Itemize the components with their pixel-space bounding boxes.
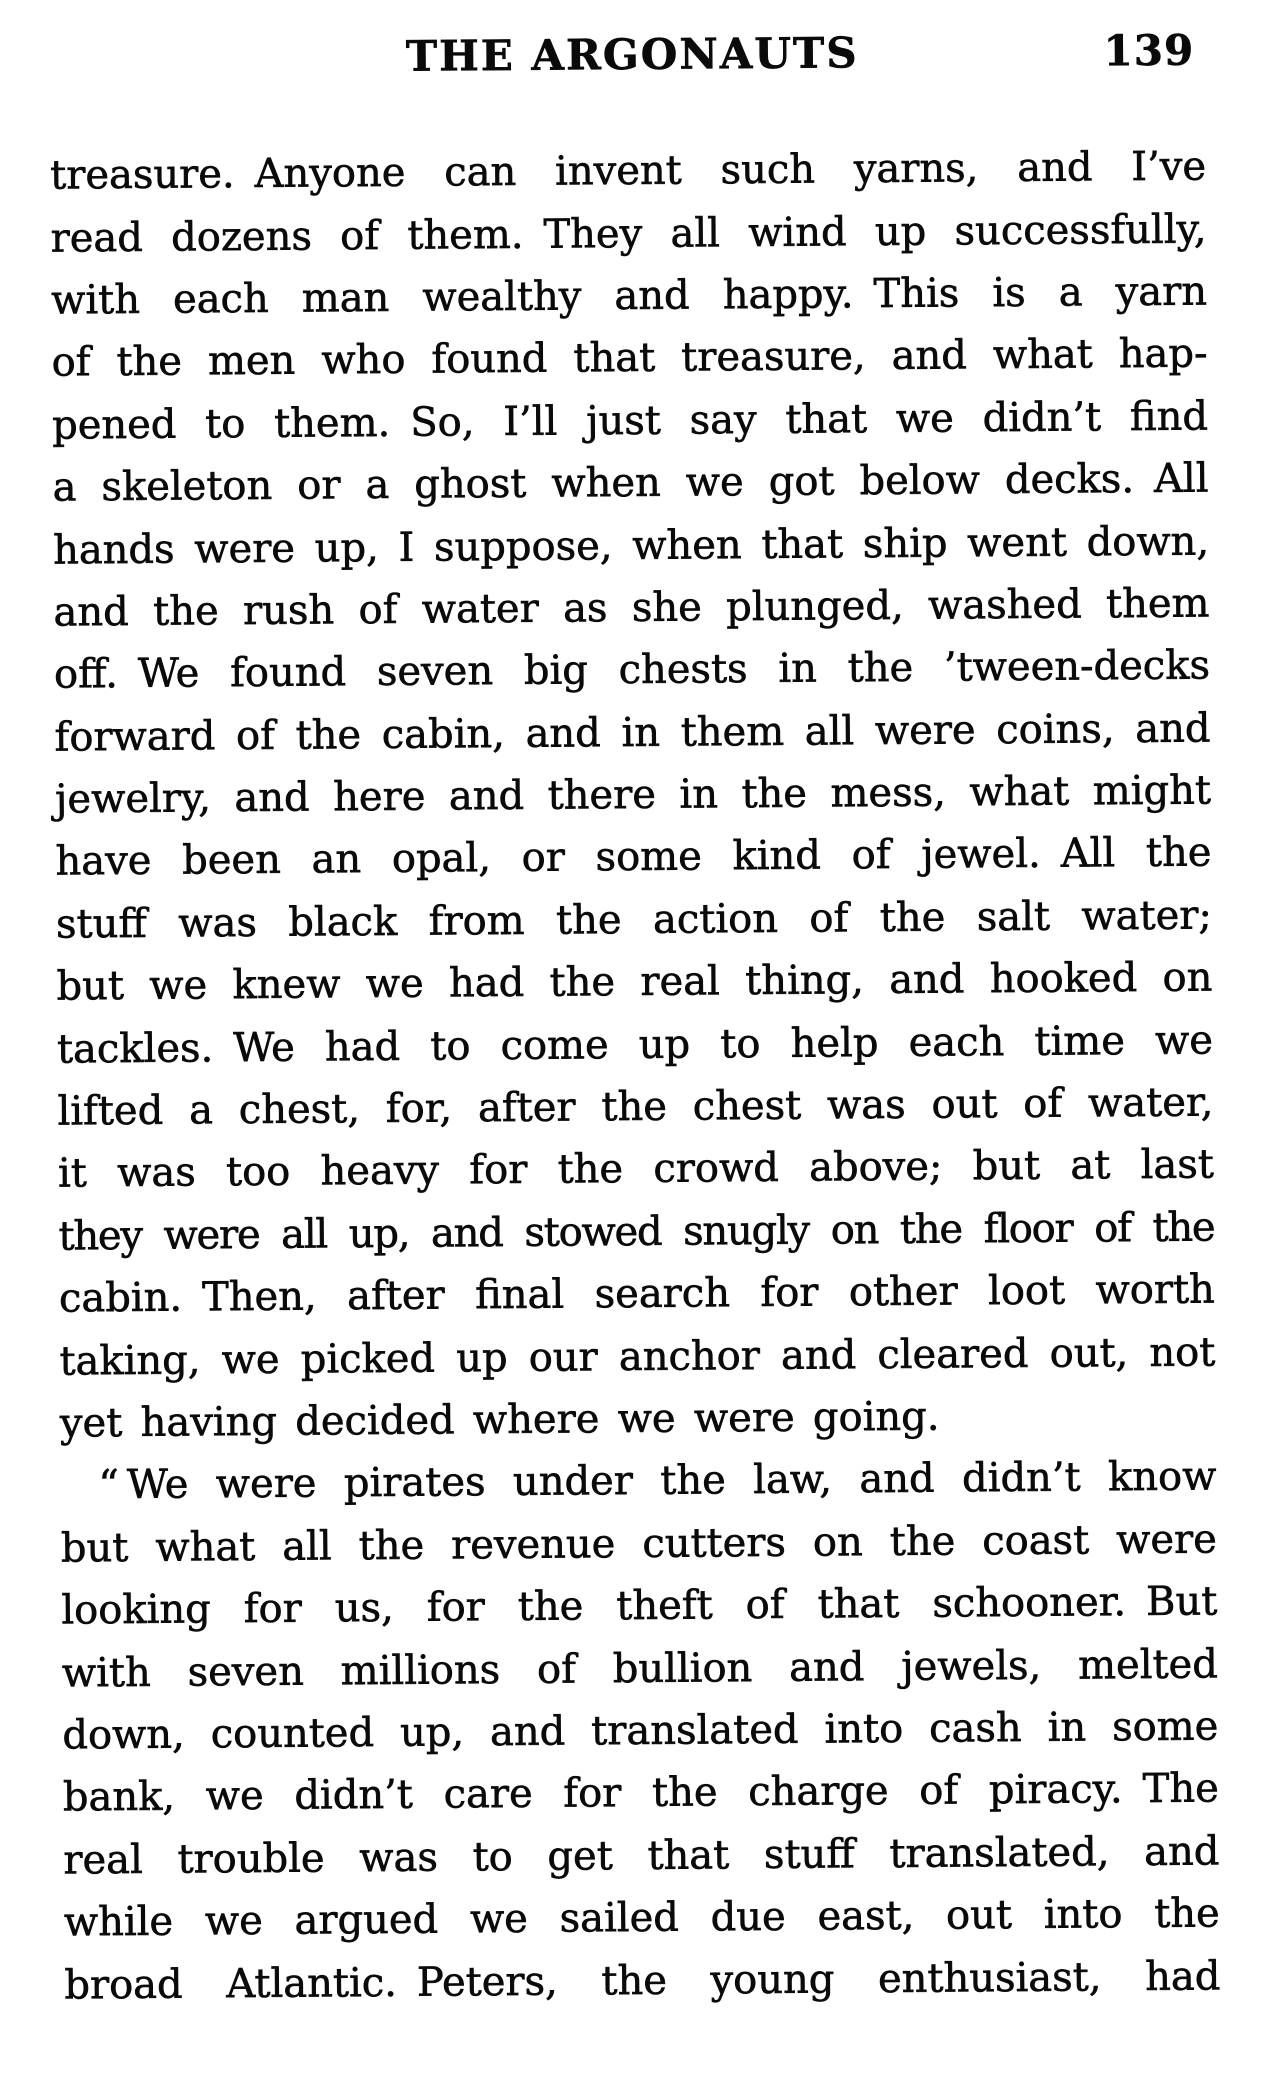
- text-line: a skeleton or a ghost when we got below decks. All: [52, 455, 1209, 511]
- page-lines: [50, 136, 1221, 2017]
- text-line: but what all the revenue cutters on the coast were: [60, 1516, 1218, 1572]
- text-line: down, counted up, and translated into cash in some: [62, 1703, 1219, 1759]
- text-line: lifted a chest, for, after the chest was out of water,: [57, 1079, 1214, 1135]
- text-line: and the rush of water as she plunged, washed them: [53, 580, 1210, 636]
- text-line: it was too heavy for the crowd above; but at last: [57, 1141, 1215, 1198]
- text-line: real trouble was to get that stuff translated, and: [63, 1828, 1220, 1884]
- running-head-title: THE ARGONAUTS: [405, 28, 859, 81]
- text-line: treasure. Anyone can invent such yarns, and I’ve: [49, 143, 1207, 199]
- text-line: pened to them. So, I’ll just say that we didn’t find: [51, 393, 1209, 449]
- text-line: jewelry, and here and there in the mess, what might: [54, 767, 1212, 823]
- text-line: hands were up, I suppose, when that ship went down,: [52, 518, 1210, 574]
- text-line: of the men who found that treasure, and what hap-: [51, 330, 1208, 386]
- text-line: off. We found seven big chests in the ’tween-decks: [53, 642, 1211, 698]
- text-line: forward of the cabin, and in them all were coins, and: [54, 705, 1211, 761]
- text-line: looking for us, for the theft of that schooner. But: [61, 1578, 1218, 1634]
- text-line: with each man wealthy and happy. This is a yarn: [50, 268, 1208, 324]
- text-line: with seven millions of bullion and jewels, melted: [61, 1641, 1219, 1697]
- text-line: tackles. We had to come up to help each time we: [56, 1017, 1214, 1073]
- text-line: cabin. Then, after final search for other loot worth: [58, 1266, 1216, 1322]
- text-line: but we knew we had the real thing, and hooked on: [56, 954, 1213, 1010]
- text-line: broad Atlantic. Peters, the young enthusiast, had: [64, 1952, 1221, 2009]
- text-line: read dozens of them. They all wind up successfully,: [50, 206, 1207, 262]
- text-line: while we argued we sailed due east, out into the: [63, 1890, 1220, 1946]
- text-line: taking, we picked up our anchor and cleared out, not: [59, 1329, 1216, 1385]
- text-line: yet having decided where we were going.: [59, 1393, 940, 1447]
- text-line: they were all up, and stowed snugly on the floor of the: [58, 1204, 1215, 1260]
- text-line: “ We were pirates under the law, and didn’t know: [98, 1453, 1217, 1509]
- page-number: 139: [1103, 25, 1195, 76]
- running-head: [0, 25, 1272, 84]
- text-line: bank, we didn’t care for the charge of piracy. The: [62, 1765, 1219, 1821]
- text-line: have been an opal, or some kind of jewel. All the: [55, 829, 1212, 886]
- text-line: stuff was black from the action of the salt water;: [55, 892, 1213, 948]
